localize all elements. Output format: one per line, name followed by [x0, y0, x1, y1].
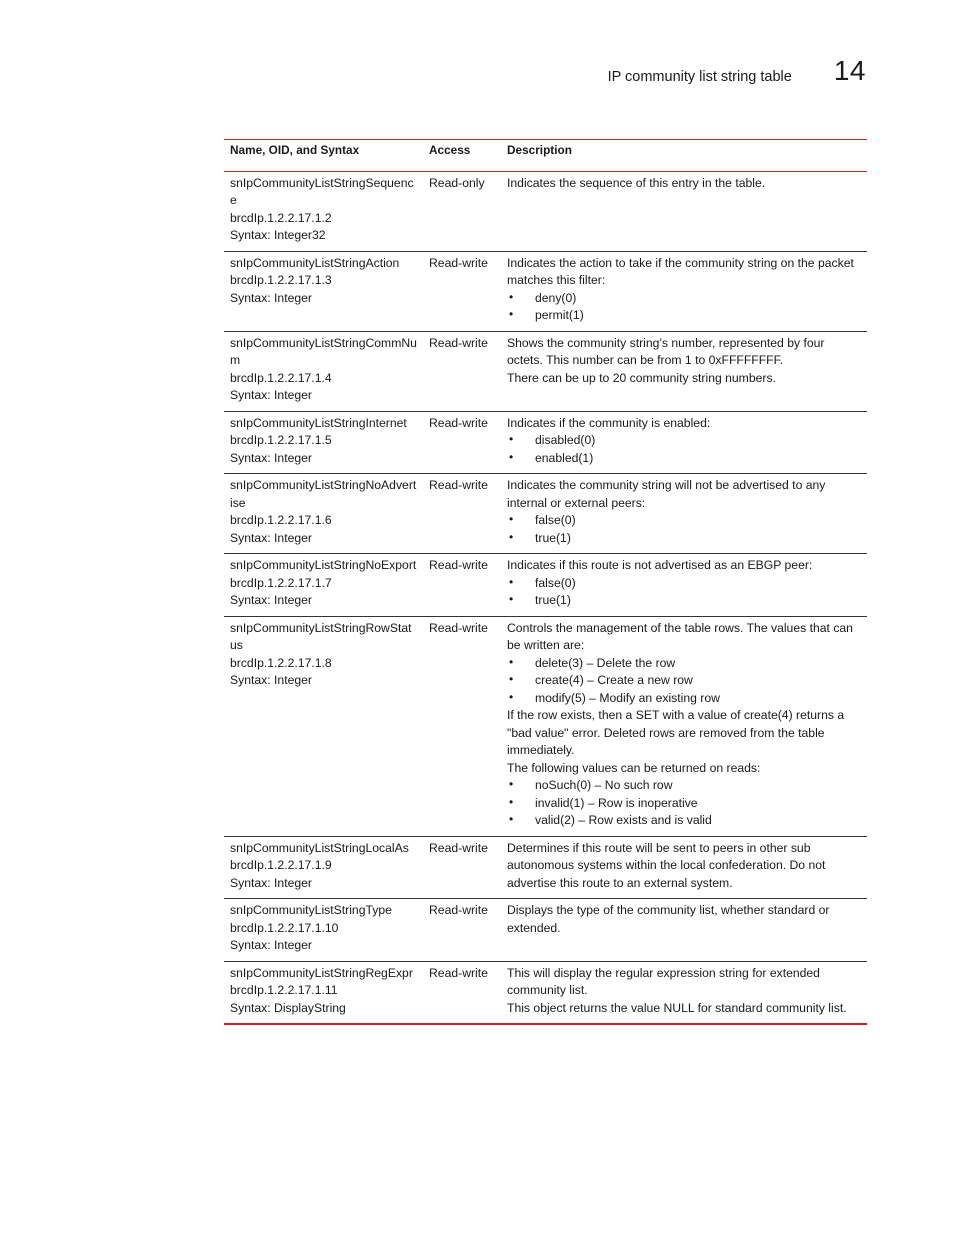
- access-cell: Read-write: [429, 903, 488, 917]
- bullet-icon: •: [509, 529, 514, 544]
- description-text: Determines if this route will be sent to peers in other sub autonomous systems within the local confederation. Do not advertise this route to an external system.: [507, 840, 826, 890]
- table-row: [224, 836, 867, 899]
- description-cell: [501, 251, 867, 331]
- bullet-icon: •: [509, 777, 514, 791]
- description-cell: [501, 474, 867, 554]
- description-text: Indicates the sequence of this entry in the table.: [507, 175, 766, 190]
- table-row: [224, 554, 867, 617]
- object-oid: brcdIp.1.2.2.17.1.5: [230, 433, 332, 447]
- bullet-icon: •: [509, 689, 514, 704]
- description-text: If the row exists, then a SET with a value of create(4) returns a "bad value" error. Deleted rows are removed from the table immediately.: [507, 708, 845, 757]
- access-cell: Read-write: [429, 478, 488, 492]
- object-cell: [224, 251, 423, 331]
- list-item-text: deny(0): [535, 290, 577, 305]
- object-oid: brcdIp.1.2.2.17.1.10: [230, 920, 339, 935]
- object-name: snIpCommunityListStringRegExpr: [230, 965, 413, 980]
- object-oid: brcdIp.1.2.2.17.1.4: [230, 370, 332, 385]
- table-row: [224, 251, 867, 331]
- object-oid: brcdIp.1.2.2.17.1.6: [230, 513, 332, 527]
- list-item-text: true(1): [535, 593, 571, 607]
- description-text: Displays the type of the community list, whether standard or extended.: [507, 903, 830, 935]
- bullet-icon: •: [509, 449, 514, 464]
- object-cell: [224, 899, 423, 962]
- value-list: [507, 432, 863, 467]
- description-cell: [501, 331, 867, 411]
- list-item-text: disabled(0): [535, 433, 596, 447]
- list-item: [507, 512, 863, 530]
- description-cell: [501, 616, 867, 836]
- bullet-icon: •: [509, 794, 514, 809]
- column-header-name: Name, OID, and Syntax: [230, 143, 360, 157]
- description-text: Indicates if this route is not advertised as an EBGP peer:: [507, 558, 813, 572]
- object-cell: [224, 171, 423, 251]
- mib-objects-table: [224, 139, 867, 1025]
- list-item-text: noSuch(0) – No such row: [535, 778, 673, 792]
- list-item: [507, 655, 863, 673]
- object-syntax: Syntax: Integer32: [230, 228, 326, 242]
- description-text: This will display the regular expression string for extended community list.: [507, 965, 820, 997]
- list-item: [507, 450, 863, 468]
- bullet-icon: •: [509, 307, 514, 321]
- list-item: [507, 307, 863, 325]
- list-item-text: delete(3) – Delete the row: [535, 655, 676, 670]
- object-syntax: Syntax: Integer: [230, 290, 312, 305]
- bullet-icon: •: [509, 654, 514, 669]
- description-cell: [501, 411, 867, 474]
- description-cell: [501, 171, 867, 251]
- list-item: [507, 777, 863, 795]
- access-cell: Read-write: [429, 965, 488, 980]
- object-name: snIpCommunityListStringAction: [230, 255, 400, 270]
- bullet-icon: •: [509, 512, 514, 526]
- list-item-text: true(1): [535, 530, 571, 545]
- object-syntax: Syntax: Integer: [230, 450, 312, 465]
- description-text: Shows the community string’s number, represented by four octets. This number can be from 1 to 0xFFFFFFFF.: [507, 335, 825, 367]
- object-oid: brcdIp.1.2.2.17.1.8: [230, 655, 332, 670]
- object-syntax: Syntax: Integer: [230, 388, 312, 402]
- bullet-icon: •: [509, 592, 514, 606]
- list-item: [507, 812, 863, 830]
- section-title: IP community list string table: [607, 69, 792, 85]
- column-header-access: Access: [429, 143, 471, 157]
- table-row: [224, 616, 867, 836]
- object-syntax: Syntax: DisplayString: [230, 1000, 346, 1015]
- access-cell: Read-only: [429, 175, 485, 190]
- access-cell: Read-write: [429, 335, 488, 350]
- object-syntax: Syntax: Integer: [230, 938, 312, 952]
- list-item-text: permit(1): [535, 308, 584, 322]
- access-cell: Read-write: [429, 840, 488, 855]
- access-cell: Read-write: [429, 558, 488, 572]
- access-cell: Read-write: [429, 255, 488, 270]
- value-list: [507, 575, 863, 610]
- list-item-text: false(0): [535, 575, 576, 590]
- object-oid: brcdIp.1.2.2.17.1.11: [230, 983, 338, 997]
- description-cell: [501, 961, 867, 1024]
- list-item: [507, 592, 863, 610]
- description-text: There can be up to 20 community string numbers.: [507, 370, 776, 385]
- list-item-text: modify(5) – Modify an existing row: [535, 690, 720, 705]
- bullet-icon: •: [509, 812, 514, 826]
- bullet-icon: •: [509, 574, 514, 589]
- page-header: [608, 56, 866, 88]
- description-cell: [501, 836, 867, 899]
- object-name: snIpCommunityListStringNoExport: [230, 558, 417, 572]
- object-name: snIpCommunityListStringInternet: [230, 415, 407, 430]
- list-item: [507, 290, 863, 308]
- description-text: Indicates if the community is enabled:: [507, 415, 711, 430]
- object-oid: brcdIp.1.2.2.17.1.3: [230, 273, 332, 287]
- object-name: snIpCommunityListStringCommNum: [230, 335, 417, 367]
- table-row: [224, 961, 867, 1024]
- list-item-text: enabled(1): [535, 450, 594, 465]
- list-item: [507, 795, 863, 813]
- value-list: [507, 512, 863, 547]
- object-cell: [224, 616, 423, 836]
- chapter-number: 14: [833, 55, 866, 86]
- description-text: This object returns the value NULL for standard community list.: [507, 1000, 847, 1015]
- value-list: [507, 290, 863, 325]
- object-name: snIpCommunityListStringRowStatus: [230, 620, 412, 652]
- table-row: [224, 899, 867, 962]
- bullet-icon: •: [509, 432, 514, 446]
- table-row: [224, 331, 867, 411]
- mib-table-container: [224, 139, 867, 1025]
- list-item: [507, 575, 863, 593]
- object-name: snIpCommunityListStringLocalAs: [230, 840, 409, 855]
- description-text: Indicates the action to take if the community string on the packet matches this filter:: [507, 255, 854, 287]
- list-item: [507, 530, 863, 548]
- object-syntax: Syntax: Integer: [230, 593, 312, 607]
- object-syntax: Syntax: Integer: [230, 530, 312, 545]
- list-item-text: invalid(1) – Row is inoperative: [535, 795, 698, 810]
- object-cell: [224, 331, 423, 411]
- object-syntax: Syntax: Integer: [230, 875, 312, 890]
- bullet-icon: •: [509, 289, 514, 304]
- table-row: [224, 474, 867, 554]
- list-item: [507, 690, 863, 708]
- description-text: The following values can be returned on reads:: [507, 760, 761, 775]
- list-item-text: create(4) – Create a new row: [535, 673, 693, 687]
- access-cell: Read-write: [429, 620, 488, 635]
- description-cell: [501, 899, 867, 962]
- object-syntax: Syntax: Integer: [230, 673, 312, 687]
- object-oid: brcdIp.1.2.2.17.1.2: [230, 210, 332, 225]
- list-item: [507, 432, 863, 450]
- object-cell: [224, 474, 423, 554]
- access-cell: Read-write: [429, 415, 488, 430]
- table-row: [224, 411, 867, 474]
- table-header-row: [224, 140, 867, 172]
- object-name: snIpCommunityListStringSequence: [230, 175, 414, 207]
- value-list: [507, 655, 863, 708]
- object-oid: brcdIp.1.2.2.17.1.9: [230, 858, 332, 872]
- list-item-text: valid(2) – Row exists and is valid: [535, 813, 712, 827]
- object-name: snIpCommunityListStringNoAdvertise: [230, 478, 417, 510]
- description-text: Indicates the community string will not be advertised to any internal or external peers:: [507, 478, 826, 510]
- table-row: [224, 171, 867, 251]
- object-name: snIpCommunityListStringType: [230, 903, 392, 917]
- table-body: [224, 171, 867, 1024]
- value-list: [507, 777, 863, 830]
- object-oid: brcdIp.1.2.2.17.1.7: [230, 575, 332, 590]
- object-cell: [224, 411, 423, 474]
- object-cell: [224, 961, 423, 1024]
- description-cell: [501, 554, 867, 617]
- column-header-description: Description: [507, 143, 572, 157]
- list-item-text: false(0): [535, 513, 576, 527]
- object-cell: [224, 836, 423, 899]
- object-cell: [224, 554, 423, 617]
- list-item: [507, 672, 863, 690]
- description-text: Controls the management of the table rows. The values that can be written are:: [507, 620, 853, 652]
- bullet-icon: •: [509, 672, 514, 686]
